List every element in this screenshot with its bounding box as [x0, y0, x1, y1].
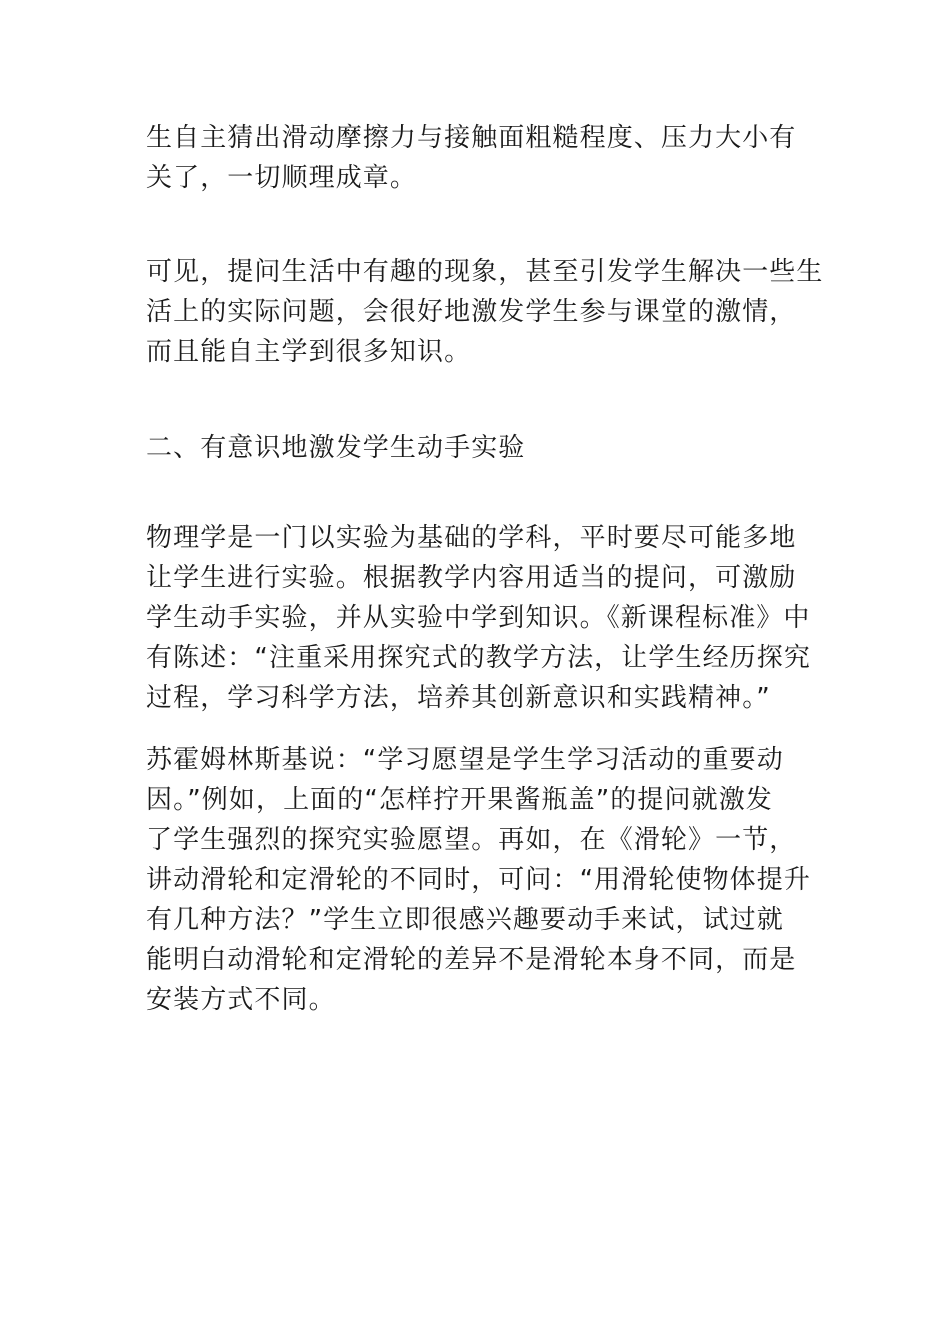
text-line: 有陈述：“注重采用探究式的教学方法，让学生经历探究: [146, 643, 811, 673]
text-line: 讲动滑轮和定滑轮的不同时，可问：“用滑轮使物体提升: [146, 865, 811, 895]
text-line: 安装方式不同。: [146, 985, 336, 1015]
text-line: 苏霍姆林斯基说：“学习愿望是学生学习活动的重要动: [146, 745, 784, 775]
text-line: 而且能自主学到很多知识。: [146, 337, 472, 367]
paragraph-friction-conclusion: [146, 118, 796, 198]
section-heading: [146, 428, 525, 468]
text-line: 能明白动滑轮和定滑轮的差异不是滑轮本身不同，而是: [146, 945, 797, 975]
text-line: 物理学是一门以实验为基础的学科，平时要尽可能多地: [146, 523, 797, 553]
text-line: 因。”例如，上面的“怎样拧开果酱瓶盖”的提问就激发: [146, 785, 773, 815]
text-line: 学生动手实验，并从实验中学到知识。《新课程标准》中: [146, 603, 811, 633]
text-line: 关了，一切顺理成章。: [146, 163, 418, 193]
text-line: 过程，学习科学方法，培养其创新意识和实践精神。”: [146, 683, 771, 713]
paragraph-physics-experiments: [146, 518, 811, 718]
paragraph-life-questions: [146, 252, 824, 372]
text-line: 生自主猜出滑动摩擦力与接触面粗糙程度、压力大小有: [146, 123, 797, 153]
text-line: 可见，提问生活中有趣的现象，甚至引发学生解决一些生: [146, 257, 824, 287]
section-heading-text: 二、有意识地激发学生动手实验: [146, 433, 526, 463]
paragraph-sukhomlinsky: [146, 740, 811, 1020]
text-line: 让学生进行实验。根据教学内容用适当的提问，可激励: [146, 563, 797, 593]
text-line: 有几种方法？”学生立即很感兴趣要动手来试，试过就: [146, 905, 784, 935]
text-line: 了学生强烈的探究实验愿望。再如，在《滑轮》一节，: [146, 825, 797, 855]
text-line: 活上的实际问题，会很好地激发学生参与课堂的激情，: [146, 297, 797, 327]
